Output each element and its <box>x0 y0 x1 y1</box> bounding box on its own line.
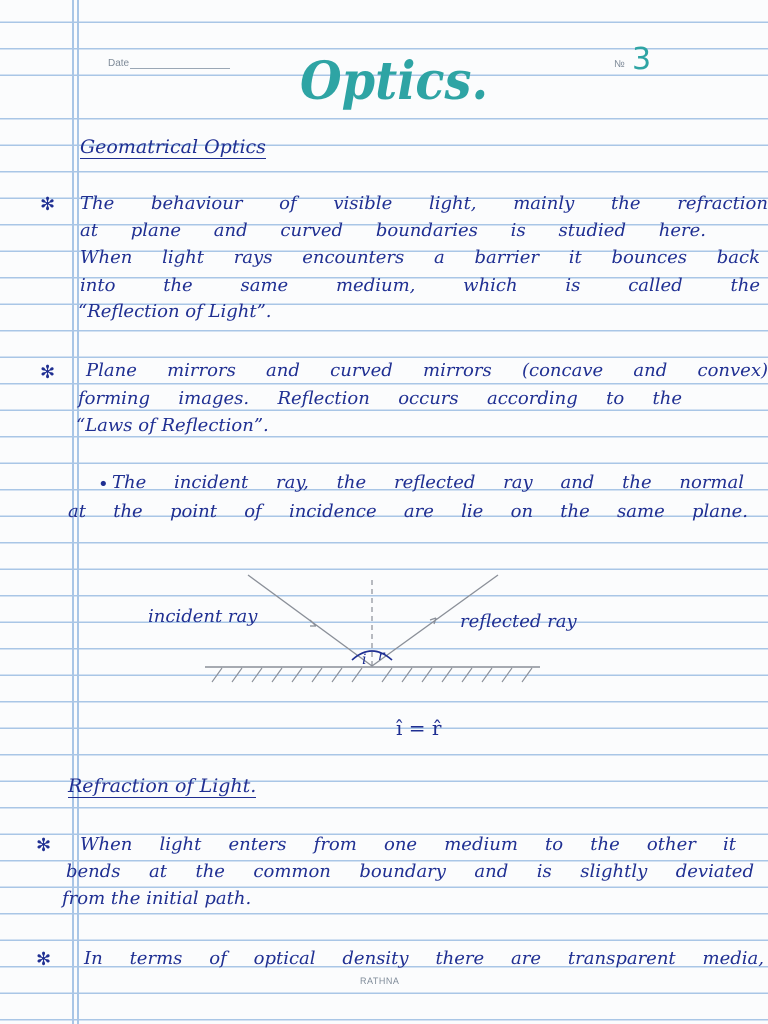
page-title: Optics. <box>300 51 489 112</box>
angle-r-label: r <box>378 648 385 664</box>
text-line: forming images. Reflection occurs according to the <box>78 388 682 409</box>
text-line: When light enters from one medium to the other it <box>80 834 736 855</box>
date-label: Date <box>108 58 130 69</box>
reflected-ray-label: reflected ray <box>460 611 577 632</box>
text-line: In terms of optical density there are transparent media, <box>84 948 764 969</box>
page-number: 3 <box>632 42 652 77</box>
asterisk-bullet-icon: ✻ <box>40 194 56 215</box>
brand-label: RATHNA <box>360 976 400 986</box>
reflection-equation: î = r̂ <box>396 716 442 740</box>
text-line: Plane mirrors and curved mirrors (concave and convex) <box>86 360 768 381</box>
asterisk-bullet-icon: ✻ <box>36 835 52 856</box>
section-heading-refraction: Refraction of Light. <box>68 775 257 797</box>
asterisk-bullet-icon: ✻ <box>40 362 56 383</box>
text-line: from the initial path. <box>62 888 252 909</box>
text-line: bends at the common boundary and is slightly deviated <box>66 861 754 882</box>
arrow-head <box>310 620 316 626</box>
number-label: № <box>614 59 625 70</box>
mirror-hatching <box>212 668 532 682</box>
text-line: The incident ray, the reflected ray and the normal <box>112 472 744 493</box>
text-line: When light rays encounters a barrier it bounces back <box>80 247 760 268</box>
text-line: at plane and curved boundaries is studied here. <box>80 220 706 241</box>
section-heading-geometrical-optics: Geomatrical Optics <box>80 136 266 158</box>
text-line: into the same medium, which is called the <box>80 275 760 296</box>
text-line: The behaviour of visible light, mainly the refraction <box>80 193 768 214</box>
text-line: “Reflection of Light”. <box>78 301 272 322</box>
asterisk-bullet-icon: ✻ <box>36 949 52 970</box>
angle-i-label: i <box>362 652 367 668</box>
incident-ray-label: incident ray <box>148 606 258 627</box>
dot-bullet-icon: • <box>98 474 109 495</box>
date-line <box>130 68 230 69</box>
text-line: “Laws of Reflection”. <box>76 415 269 436</box>
text-line: at the point of incidence are lie on the same plane. <box>68 501 748 522</box>
